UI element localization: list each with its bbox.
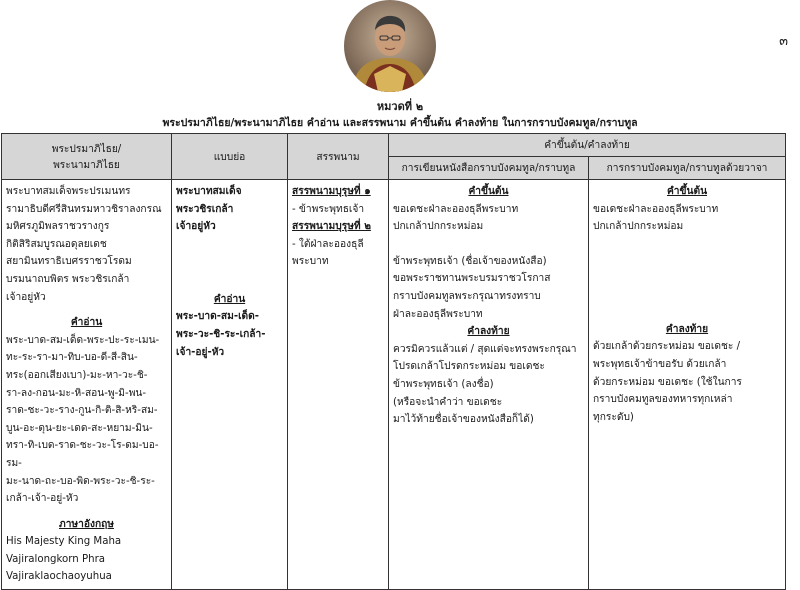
header-royal-name-line1: พระปรมาภิไธย/ [51,143,122,155]
header-written: การเขียนหนังสือกราบบังคมทูล/กราบทูล [389,157,589,180]
reading-line: เกล้า-เจ้า-อยู่-หัว [6,493,79,505]
spoken-closing-line: ทุกระดับ) [593,411,634,423]
portrait-photo [344,0,436,92]
cell-written [389,180,589,590]
written-closing-line: โปรดเกล้าโปรดกระหม่อม ขอเดชะ [393,361,545,373]
royal-name-line: สยามินทราธิเบศรราชวโรดม [6,256,132,268]
written-opening-line: ขอเดชะฝ่าละอองธุลีพระบาท [393,203,519,215]
short-reading-line: เจ้า-อยู่-หัว [176,346,225,358]
reading-line: มะ-นาด-ถะ-บอ-พิด-พระ-วะ-ชิ-ระ- [6,475,155,487]
section-subheading: พระปรมาภิไธย/พระนามาภิไธย คำอ่าน และสรรพนาม คำขึ้นต้น คำลงท้าย ในการกราบบังคมทูล/กราบทูล [162,117,638,129]
second-person-item-cont: พระบาท [292,256,329,268]
short-form-line: พระวชิรเกล้า [176,203,234,215]
portrait-image [344,0,436,92]
short-form-line: เจ้าอยู่หัว [176,221,216,233]
spoken-closing-line: กราบบังคมทูลของทหารทุกเหล่า [593,394,733,406]
short-reading-title: คำอ่าน [213,293,246,305]
written-closing-line: (หรือจะนำคำว่า ขอเดชะ [393,396,503,408]
written-closing-title: คำลงท้าย [467,326,510,338]
written-opening-title: คำขึ้นต้น [468,186,509,197]
english-line: Vajiralongkorn Phra [6,553,106,565]
reading-line: ทระ(ออกเสียงเบา)-มะ-หา-วะ-ชิ- [6,369,148,381]
reading-line: บูน-อะ-ดุน-ยะ-เดด-สะ-หยาม-มิน- [6,422,153,434]
written-body-line: ฝ่าละอองธุลีพระบาท [393,308,483,320]
spoken-closing-title: คำลงท้าย [665,323,709,335]
page-number: ๓ [779,34,788,49]
royal-name-line: กิติสิริสมบูรณอดุลยเดช [6,238,107,250]
english-line: His Majesty King Maha [6,536,122,548]
written-closing-line: มาไว้ท้ายชื่อเจ้าของหนังสือก็ได้) [393,414,534,426]
royal-name-line: มหิศรภูมิพลราชวรางกูร [6,221,110,233]
short-reading-line: พระ-บาด-สม-เด็ด- [176,311,260,323]
royal-name-line: เจ้าอยู่หัว [6,291,46,303]
spoken-closing-line: ด้วยเกล้าด้วยกระหม่อม ขอเดชะ / [593,341,741,353]
reading-line: พระ-บาด-สม-เด็ด-พระ-ปะ-ระ-เมน- [6,334,160,346]
written-closing-line: ข้าพระพุทธเจ้า (ลงชื่อ) [393,378,494,390]
header-spoken: การกราบบังคมทูล/กราบทูลด้วยวาจา [589,157,786,180]
first-person-item: - ข้าพระพุทธเจ้า [292,203,365,215]
written-opening-line: ปกเกล้าปกกระหม่อม [393,221,484,233]
second-person-title: สรรพนามบุรุษที่ ๒ [292,221,371,233]
header-opening-closing: คำขึ้นต้น/คำลงท้าย [389,134,786,157]
english-line: Vajiraklaochaoyuhua [6,571,112,583]
header-royal-name [2,134,172,180]
spoken-opening-line: ขอเดชะฝ่าละอองธุลีพระบาท [593,203,719,215]
short-form-line: พระบาทสมเด็จ [176,186,242,197]
cell-spoken [589,180,786,590]
header-pronoun: สรรพนาม [288,134,389,180]
written-body-line: กราบบังคมทูลพระกรุณาทรงทราบ [393,290,541,302]
written-closing-line: ควรมิควรแล้วแต่ / สุดแต่จะทรงพระกรุณา [393,343,577,355]
reading-line: ราด-ชะ-วะ-ราง-กูน-กิ-ติ-สิ-หริ-สม- [6,405,158,417]
reading-line: ทะ-ระ-รา-มา-ทิบ-บอ-ดี-สี-สิน- [6,352,138,364]
header-royal-name-line2: พระนามาภิไธย [53,159,120,171]
first-person-title: สรรพนามบุรุษที่ ๑ [292,186,371,197]
reading-line: รา-ลง-กอน-มะ-หิ-สอน-พู-มิ-พน- [6,387,147,399]
short-reading-line: พระ-วะ-ชิ-ระ-เกล้า- [176,328,266,340]
cell-pronoun [288,180,389,590]
written-body-line: ข้าพระพุทธเจ้า (ชื่อเจ้าของหนังสือ) [393,255,547,267]
second-person-item: - ใต้ฝ่าละอองธุลี [292,238,364,250]
spoken-closing-line: ด้วยกระหม่อม ขอเดชะ (ใช้ในการ [593,376,742,388]
spoken-opening-title: คำขึ้นต้น [666,186,708,197]
reading-line: ทรา-ทิ-เบด-ราด-ชะ-วะ-โร-ดม-บอ-รม- [6,440,159,469]
spoken-closing-line: พระพุทธเจ้าข้าขอรับ ด้วยเกล้า [593,358,727,370]
spoken-opening-line: ปกเกล้าปกกระหม่อม [593,221,684,233]
royal-address-table [1,133,786,590]
royal-name-line: พระบาทสมเด็จพระปรเมนทร [6,186,131,197]
section-heading: หมวดที่ ๒ [376,100,424,113]
header-short-form: แบบย่อ [172,134,288,180]
reading-title: คำอ่าน [70,317,103,329]
cell-short-form [172,180,288,590]
royal-name-line: บรมนาถบพิตร พระวชิรเกล้า [6,273,130,285]
royal-name-line: รามาธิบดีศรีสินทรมหาวชิราลงกรณ [6,203,162,215]
cell-royal-name [2,180,172,590]
written-body-line: ขอพระราชทานพระบรมราชวโรกาส [393,273,551,285]
english-title: ภาษาอังกฤษ [58,518,115,530]
